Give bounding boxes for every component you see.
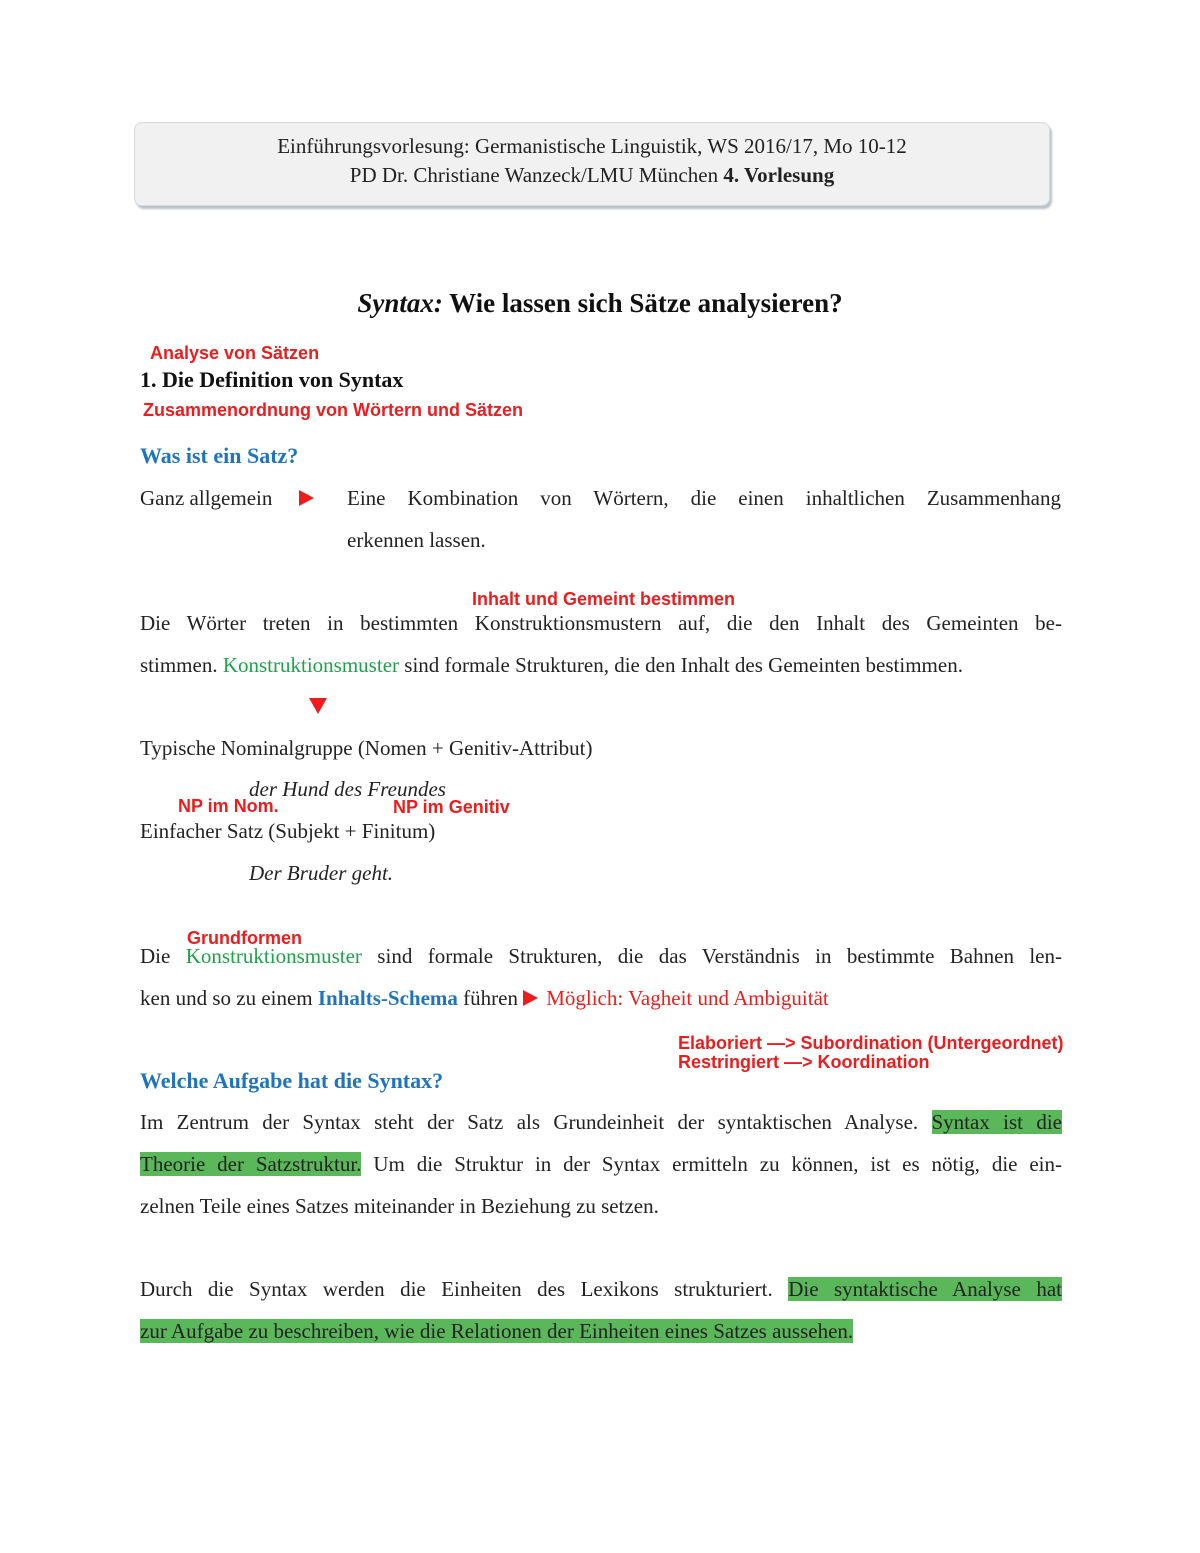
grundformen-line-1-start: Die <box>140 944 186 968</box>
definition-line-2: erkennen lassen. <box>347 528 486 552</box>
aufgabe-p1-line-2 <box>140 1152 1062 1177</box>
note-np-im-genitiv: NP im Genitiv <box>393 797 510 817</box>
page-title <box>0 288 1200 319</box>
definition-line-1: Eine Kombination von Wörtern, die einen inhaltlichen Zusammenhang <box>347 486 1061 510</box>
note-elaboriert: Elaboriert —> Subordination (Untergeordnet) <box>678 1033 1064 1053</box>
grundformen-line-2-mid: führen <box>457 986 524 1010</box>
muster-line-2 <box>140 653 963 678</box>
highlight-syntax-ist-die: Syntax ist die <box>931 1110 1062 1134</box>
aufgabe-p2-line-1-text: Durch die Syntax werden die Einheiten des Lexikons strukturiert. <box>140 1277 789 1301</box>
aufgabe-p1-line-2-text: Um die Struktur in der Syntax ermitteln zu können, ist es nötig, die ein- <box>361 1152 1062 1176</box>
note-zusammenordnung: Zusammenordnung von Wörtern und Sätzen <box>143 400 524 420</box>
np-heading: Typische Nominalgruppe (Nomen + Genitiv-Attribut) <box>140 736 593 760</box>
note-inhalt-und-gemeint: Inhalt und Gemeint bestimmen <box>472 589 736 609</box>
s-example: Der Bruder geht. <box>249 861 394 885</box>
section-heading-definition: 1. Die Definition von Syntax <box>140 367 404 392</box>
grundformen-line-1-end: sind formale Strukturen, die das Verständnis in bestimmte Bahnen len- <box>361 944 1062 968</box>
note-analyse-von-saetzen: Analyse von Sätzen <box>150 343 320 363</box>
header-lecture-number: 4. Vorlesung <box>723 163 835 187</box>
note-vagheit-ambiguitaet: Möglich: Vagheit und Ambiguität <box>546 986 829 1010</box>
aufgabe-p1-line-1-text: Im Zentrum der Syntax steht der Satz als Grundeinheit der syntaktischen Analyse. <box>140 1110 932 1134</box>
arrow-right-icon-2 <box>523 990 538 1006</box>
s-heading: Einfacher Satz (Subjekt + Finitum) <box>140 819 436 843</box>
aufgabe-p1-line-1 <box>140 1110 1062 1135</box>
title-rest: Wie lassen sich Sätze analysieren? <box>442 288 843 318</box>
header-course-line: Einführungsvorlesung: Germanistische Linguistik, WS 2016/17, Mo 10-12 <box>277 134 907 158</box>
heading-was-ist-ein-satz: Was ist ein Satz? <box>140 443 299 468</box>
aufgabe-p2-line-2 <box>140 1319 853 1344</box>
arrow-right-icon <box>299 490 314 506</box>
note-grundformen: Grundformen <box>187 928 302 948</box>
ganz-allgemein-text: Ganz allgemein <box>140 486 273 510</box>
lecture-header-box <box>134 122 1050 206</box>
grundformen-line-1 <box>140 944 1062 969</box>
header-lecturer: PD Dr. Christiane Wanzeck/LMU München <box>349 163 724 187</box>
np-example: der Hund des Freundes <box>249 777 446 801</box>
highlight-syntaktische-analyse: Die syntaktische Analyse hat <box>788 1277 1062 1301</box>
muster-line-2-start: stimmen. <box>140 653 223 677</box>
highlight-theorie-der-satzstruktur: Theorie der Satzstruktur. <box>140 1152 362 1176</box>
aufgabe-p2-line-1 <box>140 1277 1062 1302</box>
title-italic: Syntax: <box>357 288 443 318</box>
term-konstruktionsmuster-2: Konstruktionsmuster <box>185 944 362 968</box>
highlight-zur-aufgabe: zur Aufgabe zu beschreiben, wie die Relationen der Einheiten eines Satzes aussehen. <box>140 1319 854 1343</box>
term-konstruktionsmuster: Konstruktionsmuster <box>222 653 400 677</box>
label-ganz-allgemein <box>140 486 272 511</box>
term-inhalts-schema: Inhalts-Schema <box>317 986 458 1010</box>
heading-welche-aufgabe: Welche Aufgabe hat die Syntax? <box>140 1068 444 1093</box>
muster-line-1: Die Wörter treten in bestimmten Konstruktionsmustern auf, die den Inhalt des Gemeinten be- <box>140 611 1062 635</box>
header-lecturer-line <box>135 163 1049 188</box>
grundformen-line-2-start: ken und so zu einem <box>140 986 318 1010</box>
note-restringiert: Restringiert —> Koordination <box>678 1052 930 1072</box>
note-np-im-nom: NP im Nom. <box>178 796 279 816</box>
aufgabe-p1-line-3: zelnen Teile eines Satzes miteinander in Beziehung zu setzen. <box>140 1194 659 1218</box>
arrow-down-icon <box>309 698 327 714</box>
muster-line-2-end: sind formale Strukturen, die den Inhalt des Gemeinten bestimmen. <box>399 653 963 677</box>
grundformen-line-2 <box>140 986 829 1011</box>
